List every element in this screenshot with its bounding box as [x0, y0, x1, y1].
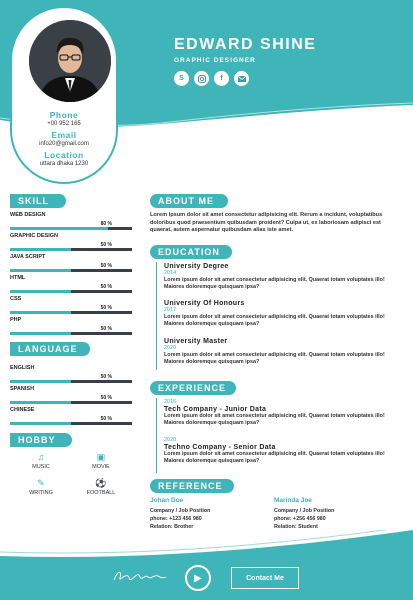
phone-label: Phone: [49, 110, 79, 120]
language-bar-fill: [10, 380, 71, 383]
education-item: [164, 338, 400, 367]
skill-percent: 50 %: [100, 326, 112, 332]
reference-relation: Relation: Brother: [150, 524, 194, 530]
email-label: Email: [51, 130, 77, 140]
skill-bar: [10, 290, 132, 293]
play-icon: ▶: [194, 572, 202, 584]
about-text: Lorem ipsum dolor sit amet consectetur adipisicing elit. Rerum a incidunt, voluptatibus doloribus quod praesentium quibusdam proident? Culpa ut, ex laboriosam adipisci est quaerat, autem aspernatur quibusdam alias iste amet.: [150, 212, 383, 234]
education-text: Lorem ipsum dolor sit amet consectetur adipisicing elit. Quaerat totam voluptates illo! Maiores doloremque quisquam ipsa?: [164, 314, 385, 328]
language-bar: [10, 401, 132, 404]
instagram-icon[interactable]: [194, 71, 209, 86]
hobby-music: [16, 452, 66, 470]
hobby-movie: [76, 452, 126, 470]
skill-label: WEB DESIGN: [10, 212, 46, 218]
language-item: [10, 386, 132, 401]
experience-heading: EXPERIENCE: [150, 381, 236, 395]
education-title: University Master: [164, 338, 228, 345]
experience-timeline: [156, 398, 157, 473]
education-title: University Of Honours: [164, 300, 245, 307]
hobby-label: MUSIC: [32, 464, 50, 470]
skill-label: HTML: [10, 275, 26, 281]
play-button[interactable]: [185, 565, 211, 591]
football-icon: ⚽: [95, 478, 107, 488]
skill-percent: 50 %: [100, 242, 112, 248]
skill-item: [10, 317, 132, 332]
language-label: ENGLISH: [10, 365, 35, 371]
skill-heading: SKILL: [10, 194, 66, 208]
skill-percent: 50 %: [100, 284, 112, 290]
skill-label: PHP: [10, 317, 22, 323]
location-value: uttara dhaka 1230: [39, 161, 89, 167]
phone-value: +00 952 165: [47, 121, 81, 127]
skill-item: [10, 296, 132, 311]
contact-info: [10, 108, 118, 170]
contact-me-button[interactable]: Contact Me: [231, 567, 299, 589]
reference-heading: REFERENCE: [150, 479, 234, 493]
education-year: 2017: [164, 307, 177, 313]
experience-title: Techno Company - Senior Data: [164, 444, 276, 451]
skill-bar-fill: [10, 290, 71, 293]
reference-name: Marinda Joe: [274, 497, 312, 504]
reference-phone: phone: +256 456 980: [274, 516, 326, 522]
language-label: CHINESE: [10, 407, 35, 413]
person-name: EDWARD SHINE: [174, 36, 317, 53]
reference-position: Company / Job Position: [150, 508, 211, 514]
skill-percent: 50 %: [100, 305, 112, 311]
skill-item: [10, 254, 132, 269]
experience-text: Lorem ipsum dolor sit amet consectetur adipisicing elit. Quaerat totam voluptates illo! Maiores doloremque quisquam ipsa?: [164, 413, 385, 427]
footer-background: [0, 530, 413, 600]
language-bar: [10, 422, 132, 425]
education-text: Lorem ipsum dolor sit amet consectetur adipisicing elit. Quaerat totam voluptates illo! Maiores doloremque quisquam ipsa?: [164, 352, 385, 366]
language-bar-fill: [10, 401, 71, 404]
education-title: University Degree: [164, 263, 229, 270]
experience-item: [164, 437, 400, 466]
education-heading: EDUCATION: [150, 245, 232, 259]
about-heading: ABOUT ME: [150, 194, 228, 208]
skill-bar-fill: [10, 269, 71, 272]
language-item: [10, 365, 132, 380]
reference-name: Johan Doe: [150, 497, 184, 504]
skill-bar: [10, 332, 132, 335]
skill-bar: [10, 311, 132, 314]
reference-position: Company / Job Position: [274, 508, 335, 514]
skill-bar-fill: [10, 227, 108, 230]
reference-phone: phone: +123 456 980: [150, 516, 202, 522]
job-title: GRAPHIC DESIGNER: [174, 57, 256, 64]
language-percent: 50 %: [100, 395, 112, 401]
skill-bar: [10, 248, 132, 251]
skype-icon[interactable]: S: [174, 71, 189, 86]
skill-item: [10, 212, 132, 227]
language-bar-fill: [10, 422, 71, 425]
education-year: 2020: [164, 345, 177, 351]
pen-icon: ✎: [37, 478, 45, 488]
skill-percent: 80 %: [100, 221, 112, 227]
music-icon: ♫: [37, 452, 45, 462]
language-percent: 50 %: [100, 416, 112, 422]
language-percent: 50 %: [100, 374, 112, 380]
skill-bar: [10, 269, 132, 272]
hobby-label: FOOTBALL: [86, 490, 116, 496]
education-item: [164, 300, 400, 329]
skill-item: [10, 233, 132, 248]
language-bar: [10, 380, 132, 383]
skill-bar-fill: [10, 248, 71, 251]
experience-title: Tech Company - Junior Data: [164, 406, 267, 413]
skill-label: CSS: [10, 296, 22, 302]
language-item: [10, 407, 132, 422]
education-item: [164, 263, 400, 292]
reference-card: [274, 497, 394, 531]
experience-text: Lorem ipsum dolor sit amet consectetur adipisicing elit. Quaerat totam voluptates illo! Maiores doloremque quisquam ipsa?: [164, 451, 385, 465]
location-label: Location: [44, 150, 84, 160]
skill-bar-fill: [10, 332, 71, 335]
email-icon[interactable]: [234, 71, 249, 86]
experience-year: 2016: [164, 399, 177, 405]
education-year: 2014: [164, 270, 177, 276]
education-timeline: [156, 262, 157, 370]
skill-item: [10, 275, 132, 290]
movie-icon: ▣: [96, 452, 106, 462]
skill-percent: 50 %: [100, 263, 112, 269]
skill-bar: [10, 227, 132, 230]
email-value: info20@gmail.com: [39, 141, 89, 147]
language-heading: LANGUAGE: [10, 342, 90, 356]
skill-bar-fill: [10, 311, 71, 314]
education-text: Lorem ipsum dolor sit amet consectetur adipisicing elit. Quaerat totam voluptates illo! Maiores doloremque quisquam ipsa?: [164, 277, 385, 291]
language-label: SPANISH: [10, 386, 35, 392]
hobby-heading: HOBBY: [10, 433, 72, 447]
reference-card: [150, 497, 270, 531]
reference-relation: Relation: Student: [274, 524, 318, 530]
skill-label: GRAPHIC DESIGN: [10, 233, 58, 239]
social-links: [174, 71, 249, 86]
experience-year: 2020: [164, 437, 177, 443]
hobby-label: WRITING: [29, 490, 53, 496]
experience-item: [164, 399, 400, 428]
skill-label: JAVA SCRIPT: [10, 254, 46, 260]
hobby-football: [76, 478, 126, 496]
profile-photo: [29, 20, 111, 102]
signature-image: [112, 568, 168, 587]
hobby-writing: [16, 478, 66, 496]
hobby-label: MOVIE: [92, 464, 110, 470]
facebook-icon[interactable]: f: [214, 71, 229, 86]
